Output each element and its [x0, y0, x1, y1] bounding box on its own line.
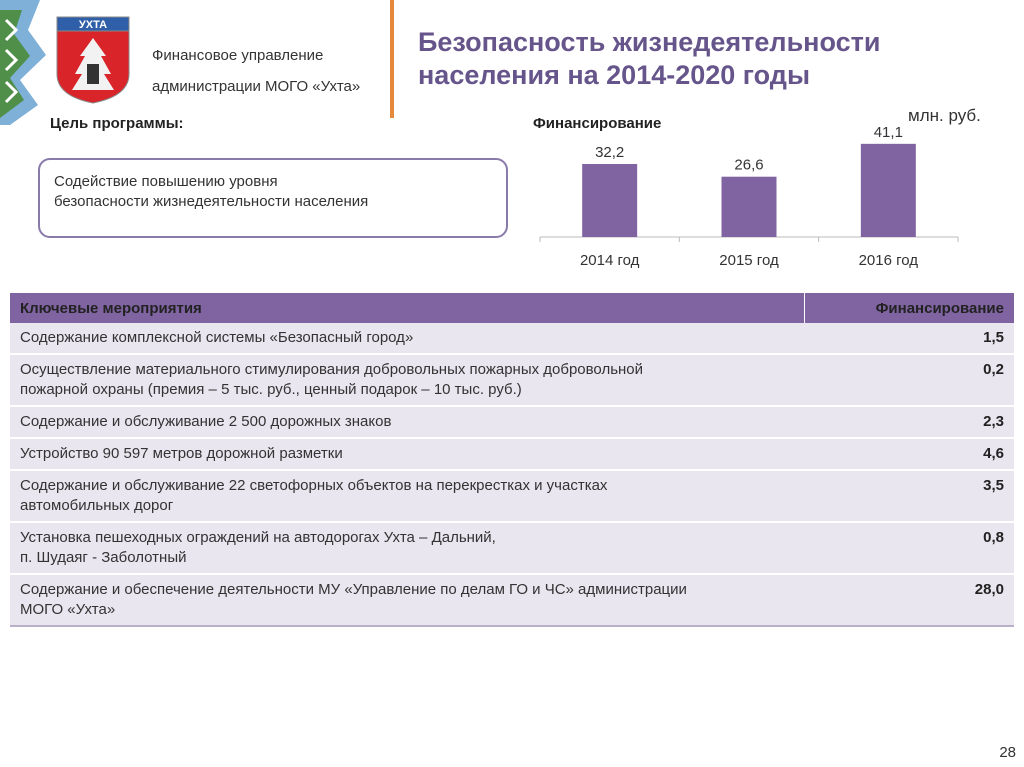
organization-name: [152, 40, 360, 102]
category-label: 2014 год: [579, 252, 640, 269]
financing-value: 4,6: [804, 438, 1014, 470]
measure-line-2: п. Шудаяг - Заболотный: [20, 549, 187, 566]
table-row: [10, 574, 1014, 626]
measure-line-1: Установка пешеходных ограждений на автодорогах Ухта – Дальний,: [20, 529, 496, 546]
measure-cell: [10, 438, 804, 470]
bar-2014 год: [582, 164, 637, 237]
unit-label: млн. руб.: [908, 106, 981, 125]
measure-line-1: Содержание комплексной системы «Безопасный город»: [20, 329, 414, 346]
category-label: 2016 год: [858, 252, 919, 269]
financing-value: 28,0: [804, 574, 1014, 626]
financing-value: 0,8: [804, 522, 1014, 574]
measure-cell: [10, 323, 804, 354]
measures-table: [10, 293, 1014, 627]
org-line-1: Финансовое управление: [152, 47, 324, 64]
measure-line-1: Содержание и обеспечение деятельности МУ «Управление по делам ГО и ЧС» администрации: [20, 581, 687, 598]
measure-cell: [10, 354, 804, 406]
financing-value: 2,3: [804, 406, 1014, 438]
table-row: [10, 438, 1014, 470]
financing-chart: [520, 120, 970, 280]
category-label: 2015 год: [719, 252, 779, 269]
data-label: 41,1: [873, 123, 903, 141]
table-header-row: [10, 293, 1014, 323]
bar-2016 год: [861, 144, 916, 237]
measure-line-2: пожарной охраны (премия – 5 тыс. руб., ценный подарок – 10 тыс. руб.): [20, 381, 522, 398]
goal-text-line-1: Содействие повышению уровня: [54, 173, 278, 190]
org-line-2: администрации МОГО «Ухта»: [152, 78, 361, 95]
table-row: [10, 323, 1014, 354]
data-label: 32,2: [595, 144, 625, 162]
measure-cell: [10, 406, 804, 438]
financing-value: 1,5: [804, 323, 1014, 354]
measure-cell: [10, 574, 804, 626]
measure-cell: [10, 522, 804, 574]
table-row: [10, 406, 1014, 438]
header-financing: Финансирование: [804, 293, 1014, 323]
goal-box: [38, 158, 508, 238]
financing-label: Финансирование: [533, 115, 662, 132]
page-number: 28: [999, 744, 1016, 761]
measure-line-1: Содержание и обслуживание 22 светофорных объектов на перекрестках и участках: [20, 477, 608, 494]
measure-cell: [10, 470, 804, 522]
measure-line-1: Осуществление материального стимулирования добровольных пожарных добровольной: [20, 361, 644, 378]
financing-value: 0,2: [804, 354, 1014, 406]
table-row: [10, 522, 1014, 574]
goal-text-line-2: безопасности жизнедеятельности населения: [54, 193, 369, 210]
corner-ornament: [0, 0, 60, 125]
coat-of-arms-icon: [56, 16, 130, 104]
page-title: [418, 26, 880, 92]
coat-label: УХТА: [78, 19, 108, 31]
header-measures: Ключевые мероприятия: [10, 293, 804, 323]
table-row: [10, 470, 1014, 522]
table-row: [10, 354, 1014, 406]
bar-2015 год: [722, 177, 777, 237]
measure-line-1: Устройство 90 597 метров дорожной разметки: [20, 445, 343, 462]
financing-value: 3,5: [804, 470, 1014, 522]
header-divider: [390, 0, 394, 118]
data-label: 26,6: [734, 156, 764, 174]
measure-line-1: Содержание и обслуживание 2 500 дорожных знаков: [20, 413, 392, 430]
measure-line-2: автомобильных дорог: [20, 497, 174, 514]
goal-label: Цель программы:: [50, 115, 184, 132]
title-line-1: Безопасность жизнедеятельности: [418, 27, 881, 57]
measure-line-2: МОГО «Ухта»: [20, 601, 116, 618]
title-line-2: населения на 2014-2020 годы: [418, 60, 811, 90]
